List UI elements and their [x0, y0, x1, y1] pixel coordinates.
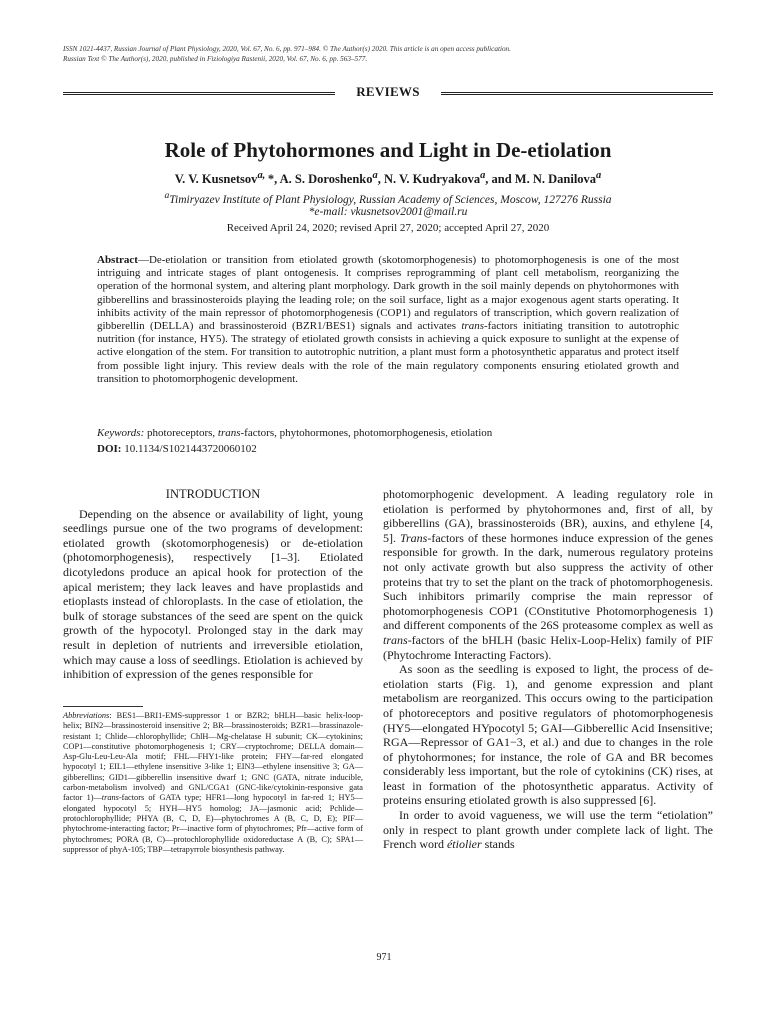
author-2-sup: a [372, 170, 378, 181]
keywords-trans: trans [217, 427, 241, 439]
intro-p2-trans-2: trans [383, 632, 408, 647]
abbreviations-footnote [63, 711, 363, 855]
header-line-1: ISSN 1021-4437, Russian Journal of Plant Physiology, 2020, Vol. 67, No. 6, pp. 971–984. © The Author(s) 2020. This article is an open access publication. [63, 45, 511, 53]
section-rule [63, 86, 713, 100]
rule-right [441, 92, 713, 95]
abstract-text-1: —De-etiolation or transition from etiolated growth (skotomorphogenesis) to photomorphogenesis is one of the most intriguing and intricate stages of plant ontogenesis. It comprises reprogramming of plant cell metabolism, reorganizing the operation of the hormonal system, and altering plant morphology. Dark growth in the soil mainly depends on phytohormones with gibberellins and brassinosteroids playing the leading role; on the soil surface, light as a major exogenous agent starts operating. It inhibits activity of the main repressor of photomorphogenesis (COP1) and regulators of transcription, which govern realization of gibberellin (DELLA) and brassinosteroid (BZR1/BES1) signals and activates [97, 254, 679, 333]
journal-header [63, 44, 713, 64]
introduction-heading: INTRODUCTION [165, 487, 261, 501]
intro-paragraph-1: Depending on the absence or availability of light, young seedlings pursue one of the two programs of development: etiolated growth (skotomorphogenesis) or de-etiolation (photomorphogenesis), respectively [1–3]. Etiolated dicotyledons produce an apical hook for protection of the apical meristem; they lack leaves and have proplastids and etioplasts instead of chloroplasts. In the case of etiolation, the bulk of storage substances of the seed are spent on the quick growth of the hypocotyl. Prolonged stay in the dark may result in depletion of nutrients and irreversible etiolation, which may cause a loss of seedlings. Etiolation is achieved by inhibition of expression of the genes responsible for [63, 506, 363, 682]
intro-p2-text-b: -factors of these hormones induce expression of the genes responsible for growth. In the dark, numerous regulatory proteins not only activate growth but also suppress the activity of other proteins that try to set the plant on the track of photomorphogenesis. Such inhibitors primarily comprise the main repressor of photomorphogenesis COP1 (COnstitutive Photomorphogenesis 1) and different components of the 26S proteasome complex as well as [383, 530, 713, 633]
intro-p4-word: étiolier [446, 837, 482, 852]
doi-value[interactable]: 10.1134/S1021443720060102 [121, 443, 257, 455]
footnote-text-1: : BES1—BRI1-EMS-suppressor 1 or BZR2; bHLH—basic helix-loop-helix; BIN2—brassinosteroid insensitive 2; BR—brassinosteroids; BZR1—brassinazole-resistant 1; Chlide—chlorophyllide; ChlH—Mg-chelatase H subunit; CK—cytokinins; COP1—constitutive photomorphogenesis 1; CRY—cryptochrome; DELLA domain—Asp-Glu-Leu-Leu-Ala motif; FHL—FHY1-like protein; FHY—far-red elongated hypocotyl 1; EIL1—ethylene insensitive 3-like 1; EIN3—ethylene insensitive 3; GA—gibberellins; GID1—gibberellin insensitive dwarf 1; GNC (GATA, nitrate inducible, carbon-metabolism involved) and GNL/CGA1 (GNC-like/cytokinin-responsive gata factor 1)— [63, 711, 363, 803]
intro-p4-text-b: stands [481, 837, 515, 852]
affiliation-text: Timiryazev Institute of Plant Physiology, Russian Academy of Sciences, Moscow, 127276 Russia [169, 193, 612, 206]
author-4: , and M. N. Danilova [485, 172, 597, 187]
footnote-rule [63, 706, 143, 707]
keywords-text-1: photoreceptors, [144, 427, 218, 439]
footnote-trans: trans [101, 793, 119, 803]
author-3: , N. V. Kudryakova [377, 172, 481, 187]
keywords [97, 427, 679, 440]
doi [97, 443, 679, 455]
intro-p4-text-a: In order to avoid vagueness, we will use the term “etiolation” only in respect to plant growth under complete lack of light. The French word [383, 808, 713, 852]
intro-p2-text-c: -factors of the bHLH (basic Helix-Loop-Helix) family of PIF (Phytochrome Interacting Factors). [383, 632, 713, 662]
author-email: *e-mail: vkusnetsov2001@mail.ru [308, 206, 468, 218]
author-1: V. V. Kusnetsov [174, 172, 258, 187]
right-column [383, 487, 713, 852]
keywords-label: Keywords: [97, 427, 145, 439]
author-1-star: * [267, 172, 275, 187]
affiliation-sup: a [164, 190, 170, 201]
page-number: 971 [376, 952, 392, 963]
intro-p2-trans-1: Trans [399, 530, 428, 545]
affiliation [63, 190, 713, 206]
author-4-sup: a [596, 170, 602, 181]
author-2: , A. S. Doroshenko [274, 172, 373, 187]
footnote-label: Abbreviations [63, 711, 110, 720]
author-list [63, 170, 713, 187]
left-column [63, 487, 363, 682]
intro-paragraph-4 [383, 808, 713, 852]
received-dates: Received April 24, 2020; revised April 27, 2020; accepted April 27, 2020 [226, 222, 550, 234]
keywords-text-2: -factors, phytohormones, photomorphogenesis, etiolation [240, 427, 493, 439]
doi-label: DOI: [97, 443, 122, 455]
section-label: REVIEWS [356, 84, 420, 99]
header-line-2: Russian Text © The Author(s), 2020, published in Fiziologiya Rastenii, 2020, Vol. 67, No. 6, pp. 563–577. [63, 55, 368, 63]
intro-paragraph-2 [383, 487, 713, 662]
abstract [97, 254, 679, 386]
footnote-text-2: -factors of GATA type; HFR1—long hypocotyl in far-red 1; HY5—elongated hypocotyl 5; HYH—HY5 homolog; JA—jasmonic acid; Pchlide—protochlorophyllide; PHYA (B, C, D, E)—phytochromes A (B, C, D, E); PIF—phytochrome-interacting factor; Pr—inactive form of phytochromes; Pfr—active form of phytochromes; PORA (B, C)—protochlorophyllide oxidoreductase A (B, C); SPA1—suppressor of phyA-105; TBP—tetrapyrrole biosynthesis pathway. [63, 793, 363, 854]
author-1-sup: a, [257, 170, 268, 181]
paper-title: Role of Phytohormones and Light in De-etiolation [164, 138, 612, 162]
intro-paragraph-3: As soon as the seedling is exposed to light, the process of de-etiolation starts (Fig. 1), and genome expression and plant metabolism are reorganized. This occurs owing to the participation of photoreceptors and positive regulators of photomorphogenesis (HY5—elongated HYpocotyl 5; GAI—Gibberellic Acid Insensitive; RGA—Repressor of GA1−3, et al.) and due to changes in the role of phytohormones; for instance, the role of GA and BR becomes considerably less important, but the role of cytokinins (CK) rises, at least in formation of the photosynthetic apparatus. Activity of proteins ensuring etiolated growth is also suppressed [6]. [383, 662, 713, 808]
abstract-label: Abstract [97, 254, 138, 266]
intro-p2-text-a: photomorphogenic development. A leading regulatory role in etiolation is performed by phytohormones and, first of all, by gibberellins (GA), brassinosteroids (BR), auxins, and ethylene [4, 5]. [383, 487, 713, 545]
abstract-trans: trans [461, 320, 484, 333]
author-3-sup: a [480, 170, 486, 181]
abstract-text-2: -factors initiating transition to autotrophic nutrition (for instance, HY5). The strategy of etiolated growth consists in achieving a quick exposure to sunlight at the expense of active elongation of the stem. For transition to autotrophic nutrition, a plant must form a photosynthetic apparatus and protect itself from possible light injury. This review deals with the role of the main regulatory components ensuring etiolated growth and transition to photomorphogenic development. [97, 320, 680, 385]
